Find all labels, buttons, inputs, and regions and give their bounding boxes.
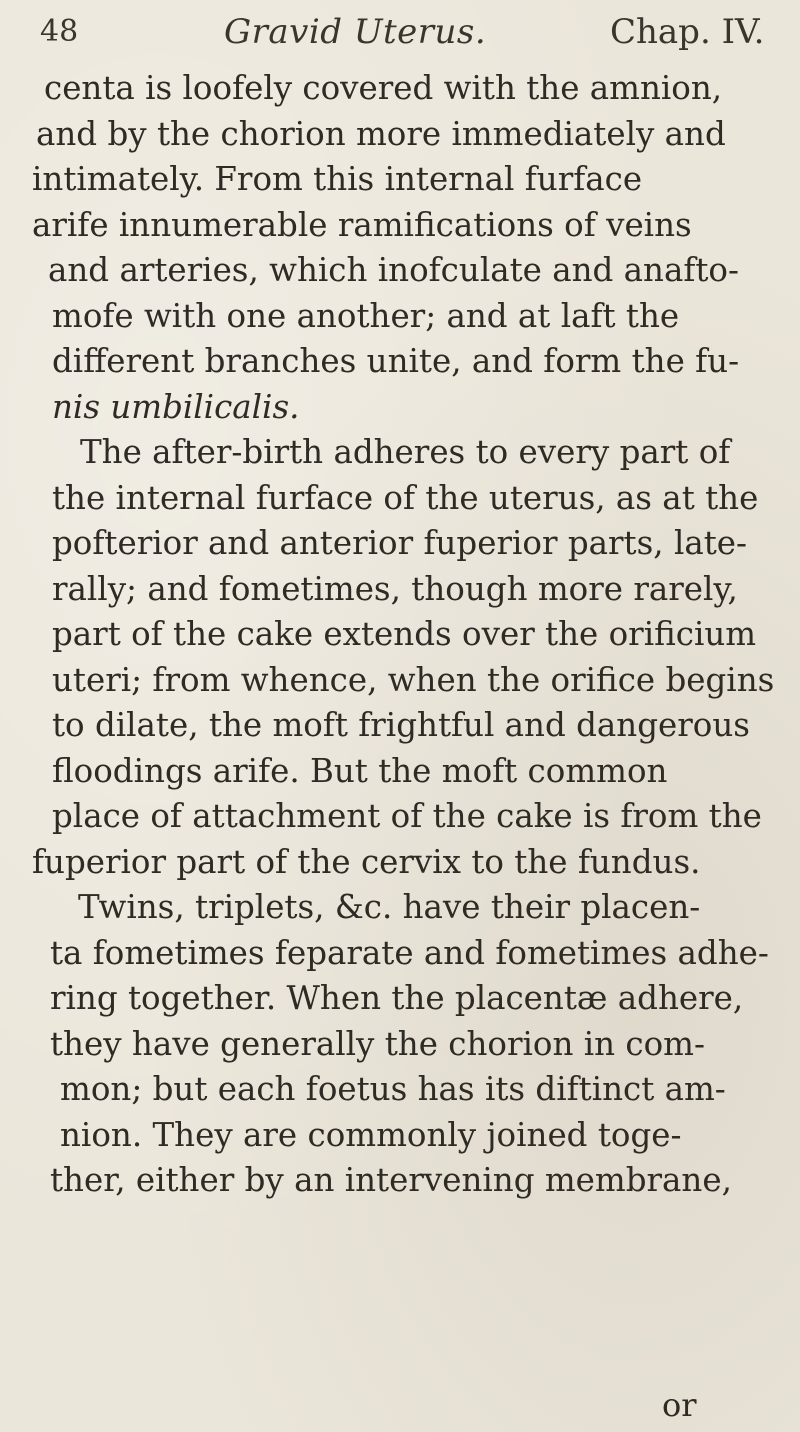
text-line: ther, either by an intervening membrane, [50, 1161, 732, 1199]
text-line: place of attachment of the cake is from the [52, 797, 762, 835]
text-line: they have generally the chorion in com- [50, 1024, 705, 1063]
text-line: intimately. From this internal furface [32, 160, 643, 198]
catchword: or [662, 1386, 697, 1424]
text-line: pofterior and anterior fuperior parts, late- [52, 524, 747, 562]
text-line: different branches unite, and form the fu- [52, 342, 740, 380]
running-title: Gravid Uterus. [224, 12, 487, 52]
text-line: floodings arife. But the moft common [52, 751, 668, 790]
page-header [28, 6, 768, 62]
text-line: and by the chorion more immediately and [36, 114, 726, 153]
text-line: centa is loofely covered with the amnion, [44, 69, 723, 107]
text-line: The after-birth adheres to every part of [80, 433, 731, 471]
page-number: 48 [40, 14, 79, 49]
text-line: mon; but each foetus has its diftinct am- [60, 1070, 726, 1108]
text-line: nion. They are commonly joined toge- [60, 1115, 682, 1154]
text-line: Twins, triplets, &c. have their placen- [78, 888, 701, 926]
text-line: nis umbilicalis. [52, 387, 300, 426]
text-line: arife innumerable ramifications of veins [32, 205, 692, 244]
text-line: the internal furface of the uterus, as at the [52, 478, 759, 517]
text-line: and arteries, which inofculate and anafto- [48, 251, 739, 289]
text-line: uteri; from whence, when the orifice begins [52, 660, 775, 699]
text-line: ring together. When the placentæ adhere, [50, 979, 744, 1017]
text-line: fuperior part of the cervix to the fundus. [32, 842, 701, 881]
text-line: to dilate, the moft frightful and dangerous [52, 706, 750, 744]
text-line: rally; and fometimes, though more rarely, [52, 569, 738, 608]
text-line: ta fometimes feparate and fometimes adhe- [50, 933, 769, 972]
text-line: part of the cake extends over the orificium [52, 615, 757, 653]
body-text [32, 66, 800, 1204]
chapter-label: Chap. IV. [610, 12, 765, 52]
text-line: mofe with one another; and at laft the [52, 296, 680, 335]
